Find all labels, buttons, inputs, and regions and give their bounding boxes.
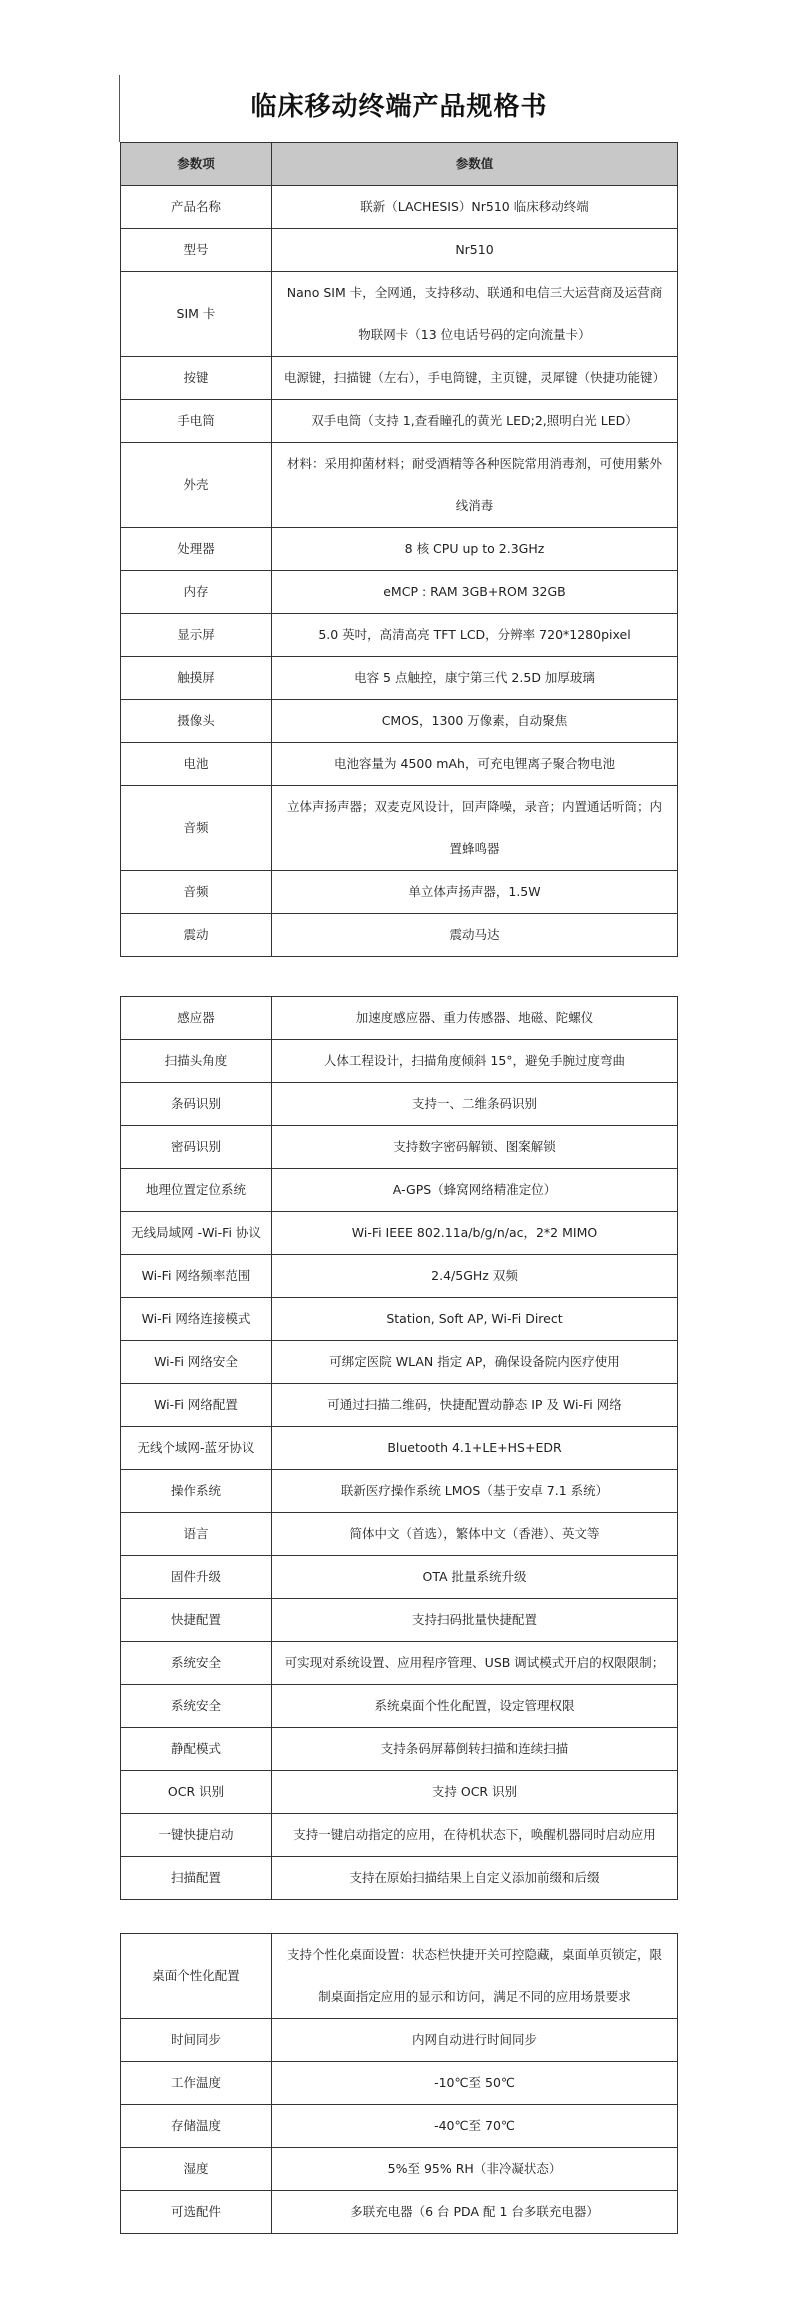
param-value-cell: 系统桌面个性化配置，设定管理权限 [272,1685,678,1728]
param-name-cell: Wi-Fi 网络配置 [121,1384,272,1427]
table-row [121,700,678,743]
table-row [121,357,678,400]
table-header-row [121,143,678,186]
table-row [121,1126,678,1169]
param-value-cell: 支持一键启动指定的应用，在待机状态下，唤醒机器同时启动应用 [272,1814,678,1857]
param-name-cell: 地理位置定位系统 [121,1169,272,1212]
param-name-cell: 工作温度 [121,2062,272,2105]
param-value-cell: Nr510 [272,229,678,272]
table-row [121,1934,678,2019]
param-value-cell: -10℃至 50℃ [272,2062,678,2105]
param-name-cell: SIM 卡 [121,272,272,357]
param-value-cell: Bluetooth 4.1+LE+HS+EDR [272,1427,678,1470]
table-row [121,2105,678,2148]
table-row [121,229,678,272]
param-value-cell: 支持个性化桌面设置：状态栏快捷开关可控隐藏，桌面单页锁定，限制桌面指定应用的显示和访问，满足不同的应用场景要求 [272,1934,678,2019]
table-row [121,1771,678,1814]
page-title: 临床移动终端产品规格书 [250,92,548,122]
table-row [121,1857,678,1900]
param-value-cell: 5%至 95% RH（非冷凝状态） [272,2148,678,2191]
table-row [121,1427,678,1470]
table-row [121,871,678,914]
param-value-cell: 震动马达 [272,914,678,957]
table-row [121,786,678,871]
param-value-cell: 2.4/5GHz 双频 [272,1255,678,1298]
table-row [121,1814,678,1857]
param-value-cell: 支持条码屏幕倒转扫描和连续扫描 [272,1728,678,1771]
param-name-cell: 无线个域网-蓝牙协议 [121,1427,272,1470]
param-value-cell: 加速度感应器、重力传感器、地磁、陀螺仪 [272,997,678,1040]
param-name-cell: 型号 [121,229,272,272]
param-name-cell: 条码识别 [121,1083,272,1126]
param-name-cell: OCR 识别 [121,1771,272,1814]
param-value-cell: 单立体声扬声器，1.5W [272,871,678,914]
param-name-cell: 密码识别 [121,1126,272,1169]
param-value-cell: 可绑定医院 WLAN 指定 AP，确保设备院内医疗使用 [272,1341,678,1384]
param-value-cell: 支持一、二维条码识别 [272,1083,678,1126]
param-name-cell: 手电筒 [121,400,272,443]
param-value-cell: 简体中文（首选），繁体中文（香港）、英文等 [272,1513,678,1556]
table-row [121,743,678,786]
table-row [121,1212,678,1255]
param-name-cell: 音频 [121,871,272,914]
table-row [121,614,678,657]
param-value-cell: A-GPS（蜂窝网络精准定位） [272,1169,678,1212]
param-name-cell: 触摸屏 [121,657,272,700]
param-name-cell: 一键快捷启动 [121,1814,272,1857]
param-value-cell: Wi-Fi IEEE 802.11a/b/g/n/ac，2*2 MIMO [272,1212,678,1255]
table-row [121,2148,678,2191]
param-name-cell: Wi-Fi 网络安全 [121,1341,272,1384]
param-name-cell: 操作系统 [121,1470,272,1513]
param-value-cell: Station, Soft AP, Wi-Fi Direct [272,1298,678,1341]
param-value-cell: eMCP : RAM 3GB+ROM 32GB [272,571,678,614]
table-row [121,1341,678,1384]
param-value-cell: 支持数字密码解锁、图案解锁 [272,1126,678,1169]
param-name-cell: 电池 [121,743,272,786]
param-name-cell: 存储温度 [121,2105,272,2148]
table-row [121,914,678,957]
param-value-cell: 支持在原始扫描结果上自定义添加前缀和后缀 [272,1857,678,1900]
table-row [121,1040,678,1083]
param-name-cell: 感应器 [121,997,272,1040]
param-name-cell: 桌面个性化配置 [121,1934,272,2019]
param-value-cell: 可通过扫描二维码，快捷配置动静态 IP 及 Wi-Fi 网络 [272,1384,678,1427]
table-row [121,400,678,443]
param-name-cell: 外壳 [121,443,272,528]
table-row [121,1599,678,1642]
param-name-cell: 震动 [121,914,272,957]
param-name-cell: 摄像头 [121,700,272,743]
param-name-cell: Wi-Fi 网络连接模式 [121,1298,272,1341]
param-name-cell: 显示屏 [121,614,272,657]
param-name-cell: 按键 [121,357,272,400]
table-row [121,1384,678,1427]
table-row [121,272,678,357]
table-row [121,186,678,229]
param-value-cell: 电源键，扫描键（左右），手电筒键，主页键，灵犀键（快捷功能键） [272,357,678,400]
param-name-cell: 处理器 [121,528,272,571]
param-value-cell: 双手电筒（支持 1,查看瞳孔的黄光 LED;2,照明白光 LED） [272,400,678,443]
table-row [121,571,678,614]
table-row [121,1169,678,1212]
table-row [121,2019,678,2062]
param-name-cell: 语言 [121,1513,272,1556]
param-value-cell: 人体工程设计，扫描角度倾斜 15°，避免手腕过度弯曲 [272,1040,678,1083]
table-row [121,2191,678,2234]
param-name-cell: Wi-Fi 网络频率范围 [121,1255,272,1298]
table-row [121,443,678,528]
param-value-cell: 联新（LACHESIS）Nr510 临床移动终端 [272,186,678,229]
param-name-cell: 固件升级 [121,1556,272,1599]
param-name-cell: 可选配件 [121,2191,272,2234]
spec-table-1 [120,142,678,957]
param-value-cell: CMOS，1300 万像素，自动聚焦 [272,700,678,743]
table-row [121,1513,678,1556]
table-row [121,1728,678,1771]
table-row [121,2062,678,2105]
param-value-cell: 内网自动进行时间同步 [272,2019,678,2062]
param-value-cell: OTA 批量系统升级 [272,1556,678,1599]
param-name-cell: 系统安全 [121,1685,272,1728]
table-row [121,1556,678,1599]
param-value-cell: 电池容量为 4500 mAh，可充电锂离子聚合物电池 [272,743,678,786]
param-name-cell: 时间同步 [121,2019,272,2062]
param-value-cell: 支持 OCR 识别 [272,1771,678,1814]
param-value-cell: 联新医疗操作系统 LMOS（基于安卓 7.1 系统） [272,1470,678,1513]
table-row [121,1470,678,1513]
param-value-cell: -40℃至 70℃ [272,2105,678,2148]
param-value-cell: 立体声扬声器；双麦克风设计，回声降噪，录音；内置通话听筒；内置蜂鸣器 [272,786,678,871]
param-name-cell: 扫描头角度 [121,1040,272,1083]
param-value-cell: 8 核 CPU up to 2.3GHz [272,528,678,571]
param-name-cell: 内存 [121,571,272,614]
table-row [121,1083,678,1126]
param-name-cell: 音频 [121,786,272,871]
param-name-cell: 静配模式 [121,1728,272,1771]
param-value-cell: 电容 5 点触控，康宁第三代 2.5D 加厚玻璃 [272,657,678,700]
param-name-cell: 快捷配置 [121,1599,272,1642]
param-value-cell: 可实现对系统设置、应用程序管理、USB 调试模式开启的权限限制； [272,1642,678,1685]
param-value-cell: 多联充电器（6 台 PDA 配 1 台多联充电器） [272,2191,678,2234]
param-name-cell: 无线局域网 -Wi-Fi 协议 [121,1212,272,1255]
param-name-cell: 产品名称 [121,186,272,229]
table-row [121,1255,678,1298]
param-value-cell: Nano SIM 卡，全网通，支持移动、联通和电信三大运营商及运营商物联网卡（13 位电话号码的定向流量卡） [272,272,678,357]
param-name-cell: 系统安全 [121,1642,272,1685]
param-value-cell: 支持扫码批量快捷配置 [272,1599,678,1642]
table-row [121,1642,678,1685]
header-name-cell: 参数项 [121,143,272,186]
param-value-cell: 5.0 英吋，高清高亮 TFT LCD，分辨率 720*1280pixel [272,614,678,657]
param-name-cell: 湿度 [121,2148,272,2191]
table-row [121,528,678,571]
header-value-cell: 参数值 [272,143,678,186]
table-row [121,1298,678,1341]
spec-table-3 [120,1933,678,2234]
table-row [121,657,678,700]
table-row [121,997,678,1040]
spec-table-2 [120,996,678,1900]
param-name-cell: 扫描配置 [121,1857,272,1900]
param-value-cell: 材料：采用抑菌材料；耐受酒精等各种医院常用消毒剂，可使用紫外线消毒 [272,443,678,528]
table-row [121,1685,678,1728]
